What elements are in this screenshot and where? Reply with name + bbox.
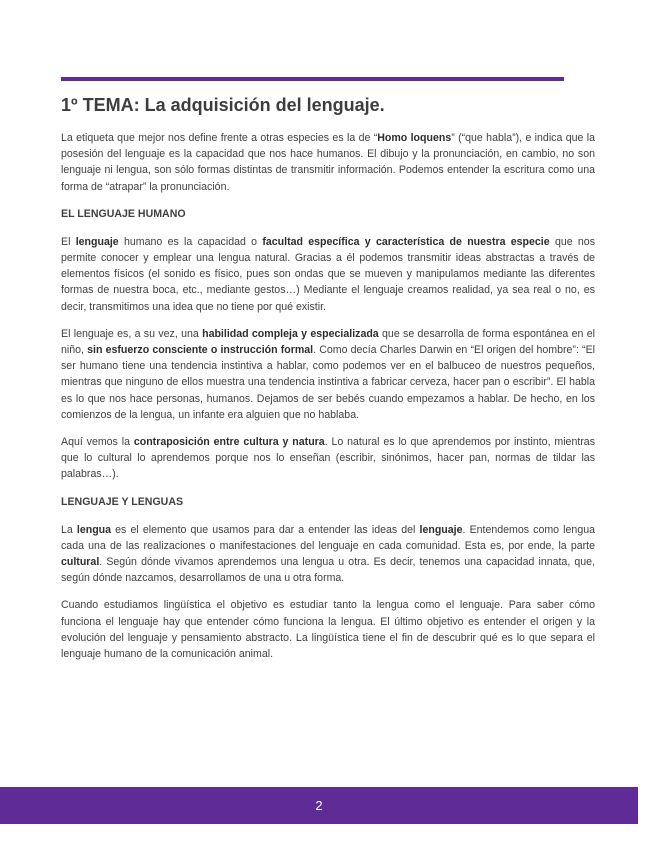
text-run: . Lo natural es lo que aprendemos por instinto, mientras que lo cultural lo aprendemos porque nos lo enseñan (escribir, sinónimos, hacer pan, normas de tildar las palabras…). bbox=[61, 436, 595, 481]
text-run: ” (“que habla”), e indica que la posesión del lenguaje es la capacidad que nos hace humanos. El dibujo y la pronunciación, en cambio, no son lenguaje ni lengua, son sólo formas distintas de transmitir información. Podemos entender la escritura como una forma de “atrapar” la pronunciación. bbox=[61, 132, 595, 193]
paragraph-habilidad-compleja bbox=[61, 326, 595, 423]
page-title: 1º TEMA: La adquisición del lenguaje. bbox=[61, 95, 385, 115]
paragraph-linguistica-objetivo bbox=[61, 597, 595, 662]
page-footer bbox=[0, 787, 638, 824]
text-run: La etiqueta que mejor nos define frente a otras especies es la de “ bbox=[61, 132, 378, 144]
bold-term: contraposición entre cultura y natura bbox=[133, 436, 325, 449]
text-run: Cuando estudiamos lingüística el objetivo es estudiar tanto la lengua como el lenguaje. Para saber cómo funciona el lenguaje hay que entender cómo funciona la lengua. El último objetivo es entender el origen y la evolución del lenguaje y pensamiento abstracto. La lingüística tiene el fin de descubrir qué es lo que separa el lenguaje humano de la comunicación animal. bbox=[61, 599, 595, 661]
text-run: La bbox=[61, 523, 77, 536]
text-run: humano es la capacidad o bbox=[118, 235, 263, 248]
bold-term: facultad específica y característica de nuestra especie bbox=[262, 235, 550, 248]
header-rule bbox=[61, 77, 564, 81]
bold-term: sin esfuerzo consciente o instrucción formal bbox=[87, 344, 314, 357]
bold-term: habilidad compleja y especializada bbox=[202, 327, 379, 340]
text-run: El lenguaje es, a su vez, una bbox=[61, 327, 203, 340]
section-heading-lenguaje-humano: EL LENGUAJE HUMANO bbox=[61, 207, 186, 220]
text-run: que nos permite conocer y emplear una lengua natural. Gracias a él podemos transmitir ideas abstractas a través de elementos físicos (el sonido es físico, pues son ondas que se mueven y manipulamos mediante las diferentes formas de nuestra boca, etc., mediante gestos…) Mediante el lenguaje creamos realidad, ya sea real o no, es decir, transmitimos una idea que no tiene por qué existir. bbox=[61, 235, 595, 313]
text-run: Aquí vemos la bbox=[61, 436, 134, 449]
text-run: El bbox=[61, 235, 76, 248]
bold-term: cultural bbox=[61, 556, 100, 569]
bold-term: lenguaje bbox=[419, 523, 463, 536]
bold-term: lenguaje bbox=[75, 235, 119, 248]
text-run: . Como decía Charles Darwin en “El origen del hombre”: “El ser humano tiene una tendencia instintiva a hablar, como podemos ver en el balbuceo de nuestros pequeños, mientras que ninguno de ellos muestra una tendencia instintiva a fabricar cerveza, hacer pan o escribir”. El habla es lo que nos hace personas, humanos. Dejamos de ser bebés cuando empezamos a hablar. De hecho, en los comienzos de la lengua, un infante era alguien que no hablaba. bbox=[61, 344, 595, 421]
page-number: 2 bbox=[315, 798, 323, 813]
text-run: . Según dónde vivamos aprendemos una lengua u otra. Es decir, tenemos una capacidad innata, que, según dónde nazcamos, desarrollamos de una u otra forma. bbox=[61, 556, 595, 585]
intro-paragraph bbox=[61, 130, 595, 195]
section-heading-lenguaje-y-lenguas: LENGUAJE Y LENGUAS bbox=[61, 495, 184, 508]
bold-term: lengua bbox=[76, 523, 112, 536]
paragraph-cultura-natura bbox=[61, 434, 595, 483]
bold-term: Homo loquens bbox=[377, 132, 452, 144]
text-run: que se desarrolla de forma espontánea en el niño, bbox=[61, 327, 595, 357]
paragraph-lenguaje-definicion bbox=[61, 234, 595, 315]
paragraph-lengua-definicion bbox=[61, 522, 595, 587]
text-run: . Entendemos como lengua cada una de las realizaciones o manifestaciones del lenguaje en cada comunidad. Esta es, por ende, la parte bbox=[61, 523, 595, 552]
page-content bbox=[61, 94, 595, 673]
text-run: es el elemento que usamos para dar a entender las ideas del bbox=[111, 523, 420, 536]
